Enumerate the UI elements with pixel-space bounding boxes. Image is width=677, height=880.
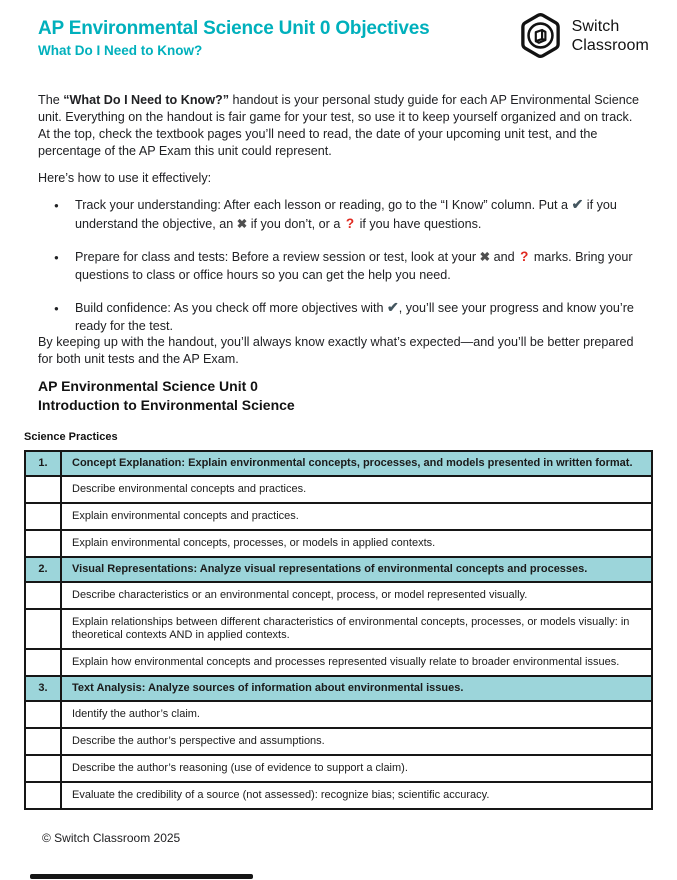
bullet-text: Track your understanding: After each lesson or reading, go to the “I Know” column. Put a — [75, 198, 572, 212]
bullet-text: Build confidence: As you check off more objectives with — [75, 301, 387, 315]
i-know-cell — [25, 701, 61, 728]
i-know-cell — [25, 649, 61, 676]
logo-hexagon-icon — [517, 12, 564, 59]
question-mark-icon: ? — [345, 215, 355, 231]
x-mark-icon: ✖ — [479, 250, 491, 264]
bullet-item — [38, 248, 646, 284]
bullet-item — [38, 299, 646, 335]
unit-heading-line2: Introduction to Environmental Science — [38, 397, 295, 413]
objective-row — [25, 701, 652, 728]
logo-word-classroom: Classroom — [571, 36, 649, 54]
bullet-text: if you have questions. — [356, 216, 482, 231]
intro-paragraph — [38, 92, 643, 160]
switch-classroom-logo — [517, 12, 649, 59]
section-title: Visual Representations: Analyze visual representations of environmental concepts and processes. — [61, 557, 652, 582]
objective-text: Describe the author’s reasoning (use of evidence to support a claim). — [61, 755, 652, 782]
i-know-cell — [25, 530, 61, 557]
unit-heading — [38, 377, 295, 415]
objective-row — [25, 609, 652, 649]
page-subtitle: What Do I Need to Know? — [38, 43, 203, 58]
intro-text-rest: handout is your personal study guide for each AP Environmental Science unit. Everything on the handout is fair game for your test, so use it to keep yourself organized and on track. At the top, check the textbook pages you’ll need to read, the date of your upcoming unit test, and the percentage of the AP Exam this unit could represent. — [38, 93, 640, 158]
objective-text: Describe environmental concepts and practices. — [61, 476, 652, 503]
bottom-bar — [30, 874, 253, 879]
section-number: 2. — [25, 557, 61, 582]
objective-row — [25, 530, 652, 557]
closing-paragraph: By keeping up with the handout, you’ll always know exactly what’s expected—and you’ll be better prepared for both unit tests and the AP Exam. — [38, 335, 634, 366]
usage-bullet-list — [38, 196, 646, 350]
objective-text: Explain relationships between different characteristics of environmental concepts, processes, or models visually: in theoretical contexts AND in applied contexts. — [61, 609, 652, 649]
objective-text: Describe the author’s perspective and assumptions. — [61, 728, 652, 755]
objective-row — [25, 503, 652, 530]
objective-row — [25, 582, 652, 609]
objective-text: Evaluate the credibility of a source (not assessed): recognize bias; scientific accuracy. — [61, 782, 652, 809]
objective-text: Identify the author’s claim. — [61, 701, 652, 728]
section-title: Text Analysis: Analyze sources of information about environmental issues. — [61, 676, 652, 701]
logo-wordmark — [572, 17, 649, 55]
logo-word-switch: Switch — [571, 17, 620, 35]
i-know-cell — [25, 728, 61, 755]
i-know-cell — [25, 782, 61, 809]
check-mark-icon: ✔ — [571, 196, 584, 212]
i-know-cell — [25, 755, 61, 782]
objective-text: Explain environmental concepts, processes, or models in applied contexts. — [61, 530, 652, 557]
objective-row — [25, 728, 652, 755]
table-section-header-row — [25, 557, 652, 582]
section-number: 1. — [25, 451, 61, 476]
check-mark-icon: ✔ — [386, 299, 399, 315]
objective-text: Explain how environmental concepts and processes represented visually relate to broader environmental issues. — [61, 649, 652, 676]
bullet-text: marks. Bring your questions to class or office hours so you can get the help you need. — [75, 250, 633, 282]
i-know-cell — [25, 476, 61, 503]
bullet-text: if you don’t, or a — [247, 216, 344, 231]
objective-row — [25, 476, 652, 503]
table-section-header-row — [25, 451, 652, 476]
section-title: Concept Explanation: Explain environmental concepts, processes, and models presented in written format. — [61, 451, 652, 476]
i-know-cell — [25, 609, 61, 649]
bullet-text: , you’ll see your progress and know you’re ready for the test. — [75, 301, 634, 333]
copyright-footer: © Switch Classroom 2025 — [42, 831, 181, 845]
objective-text: Describe characteristics or an environmental concept, process, or model represented visually. — [61, 582, 652, 609]
bullet-item — [38, 196, 646, 233]
bullet-text: and — [490, 250, 519, 264]
page-title: AP Environmental Science Unit 0 Objectives — [38, 18, 430, 39]
objective-text: Explain environmental concepts and practices. — [61, 503, 652, 530]
question-mark-icon: ? — [520, 249, 529, 264]
objective-row — [25, 755, 652, 782]
i-know-cell — [25, 503, 61, 530]
table-section-header-row — [25, 676, 652, 701]
bullet-text: Prepare for class and tests: Before a review session or test, look at your — [75, 250, 480, 264]
bullet-text: if you understand the objective, an — [75, 198, 617, 231]
how-to-use-line: Here’s how to use it effectively: — [38, 171, 212, 185]
objective-row — [25, 782, 652, 809]
unit-heading-line1: AP Environmental Science Unit 0 — [38, 378, 258, 394]
x-mark-icon: ✖ — [236, 216, 248, 231]
intro-text: The — [38, 93, 64, 107]
i-know-cell — [25, 582, 61, 609]
science-practices-table — [24, 450, 653, 810]
section-number: 3. — [25, 676, 61, 701]
objective-row — [25, 649, 652, 676]
science-practices-label: Science Practices — [24, 431, 118, 443]
intro-bold-phrase: “What Do I Need to Know?” — [63, 93, 230, 107]
